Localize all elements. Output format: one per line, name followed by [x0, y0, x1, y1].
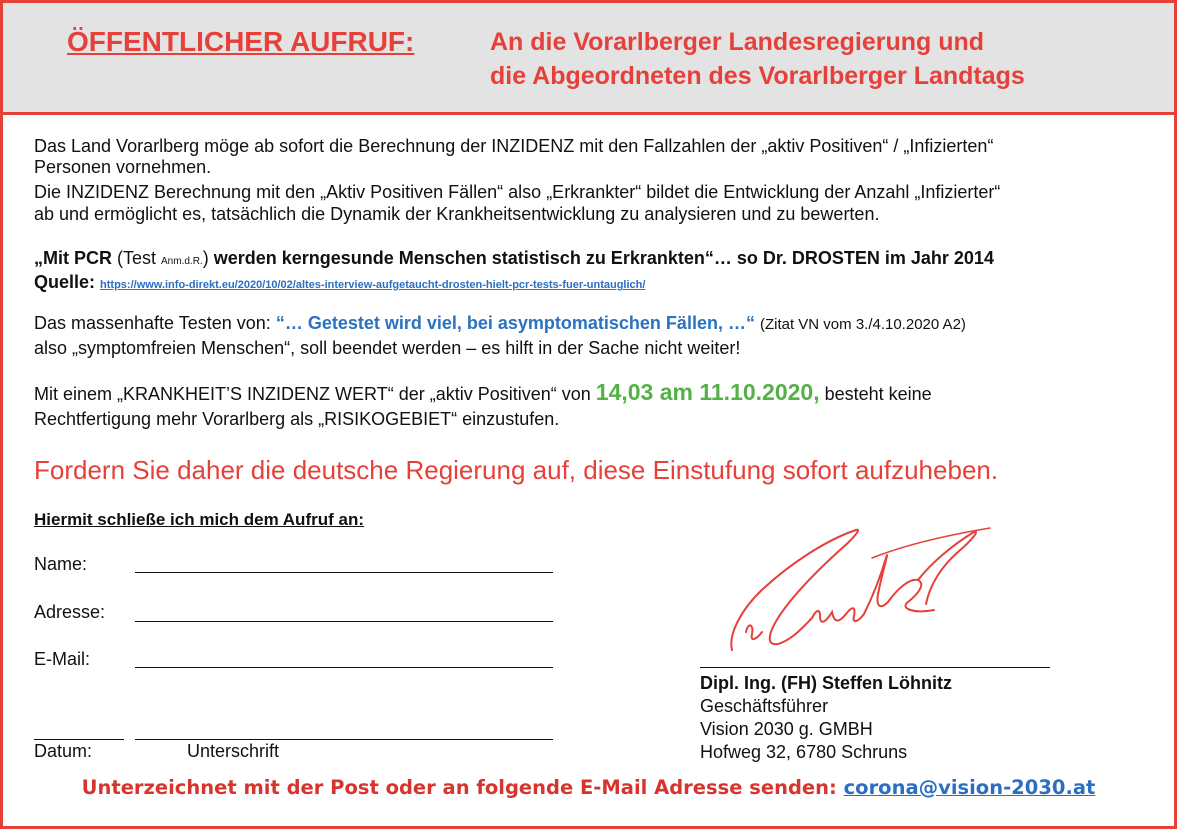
header-label: ÖFFENTLICHER AUFRUF:	[67, 26, 415, 57]
address-field[interactable]	[135, 602, 553, 622]
source-label: Quelle:	[34, 272, 96, 292]
source-line	[34, 272, 645, 296]
quote-part-a: „Mit PCR	[34, 248, 117, 268]
quote-part-b: (Test	[117, 248, 162, 268]
address-label: Adresse:	[34, 602, 106, 622]
paragraph-3-line-2: Rechtfertigung mehr Vorarlberg als „RISIKOGEBIET“ einzustufen.	[34, 409, 560, 429]
drosten-quote	[34, 248, 994, 272]
email-field[interactable]	[135, 648, 553, 668]
paragraph-2-intro: Das massenhafte Testen von:	[34, 313, 276, 333]
vn-citation: (Zitat VN vom 3./4.10.2020 A2)	[759, 316, 966, 333]
paragraph-3-tail: besteht keine	[819, 384, 932, 404]
quote-part-d: )	[202, 248, 214, 268]
name-label: Name:	[34, 554, 88, 574]
vn-quote: “… Getestet wird viel, bei asymptomatischen Fällen, …“	[275, 313, 755, 333]
email-label: E-Mail:	[34, 649, 91, 669]
signer-company: Vision 2030 g. GMBH	[700, 719, 873, 739]
handwritten-signature	[722, 522, 1002, 657]
header-panel	[3, 3, 1174, 115]
name-field[interactable]	[135, 553, 553, 573]
incidence-value: 14,03 am 11.10.2020,	[595, 379, 820, 405]
quote-note: Anm.d.R.	[161, 256, 203, 267]
paragraph-3-intro: Mit einem „KRANKHEIT’S INZIDENZ WERT“ der „aktiv Positiven“ von	[34, 384, 596, 404]
signer-role: Geschäftsführer	[700, 696, 829, 716]
date-label: Datum:	[34, 741, 93, 761]
paragraph-1-line-2: Personen vornehmen.	[34, 157, 212, 177]
paragraph-1-line-3: Die INZIDENZ Berechnung mit den „Aktiv Positiven Fällen“ also „Erkrankter“ bildet die Entwicklung der Anzahl „Infizierter“	[34, 182, 1001, 202]
source-link[interactable]: https://www.info-direkt.eu/2020/10/02/altes-interview-aufgetaucht-drosten-hielt-pcr-tests-fuer-untauglich/	[100, 279, 646, 291]
footer-text: Unterzeichnet mit der Post oder an folgende E-Mail Adresse senden:	[81, 776, 844, 799]
paragraph-1-line-4: ab und ermöglicht es, tatsächlich die Dynamik der Krankheitsentwicklung zu analysieren und zu bewerten.	[34, 204, 880, 224]
header-line-2: die Abgeordneten des Vorarlberger Landtags	[490, 62, 1025, 90]
paragraph-3-line-1	[34, 379, 932, 405]
signer-address: Hofweg 32, 6780 Schruns	[700, 742, 908, 762]
footer-email-link[interactable]: corona@vision-2030.at	[843, 776, 1096, 799]
footer-instruction	[0, 776, 1177, 799]
signer-signature-line	[700, 667, 1050, 668]
demand-statement: Fordern Sie daher die deutsche Regierung auf, diese Einstufung sofort aufzuheben.	[34, 455, 999, 485]
paragraph-2-line-2: also „symptomfreien Menschen“, soll beendet werden – es hilft in der Sache nicht weiter!	[34, 338, 741, 358]
quote-part-e: werden kerngesunde Menschen statistisch zu Erkrankten“… so Dr. DROSTEN im Jahr 2014	[213, 248, 994, 268]
signature-field[interactable]	[135, 720, 553, 740]
paragraph-1-line-1: Das Land Vorarlberg möge ab sofort die Berechnung der INZIDENZ mit den Fallzahlen der „aktiv Positiven“ / „Infizierten“	[34, 136, 994, 156]
paragraph-2-line-1	[34, 313, 966, 335]
header-line-1: An die Vorarlberger Landesregierung und	[490, 28, 985, 56]
signer-name: Dipl. Ing. (FH) Steffen Löhnitz	[700, 673, 952, 693]
signature-label: Unterschrift	[187, 741, 280, 761]
join-heading: Hiermit schließe ich mich dem Aufruf an:	[34, 510, 364, 529]
date-field[interactable]	[34, 720, 124, 740]
